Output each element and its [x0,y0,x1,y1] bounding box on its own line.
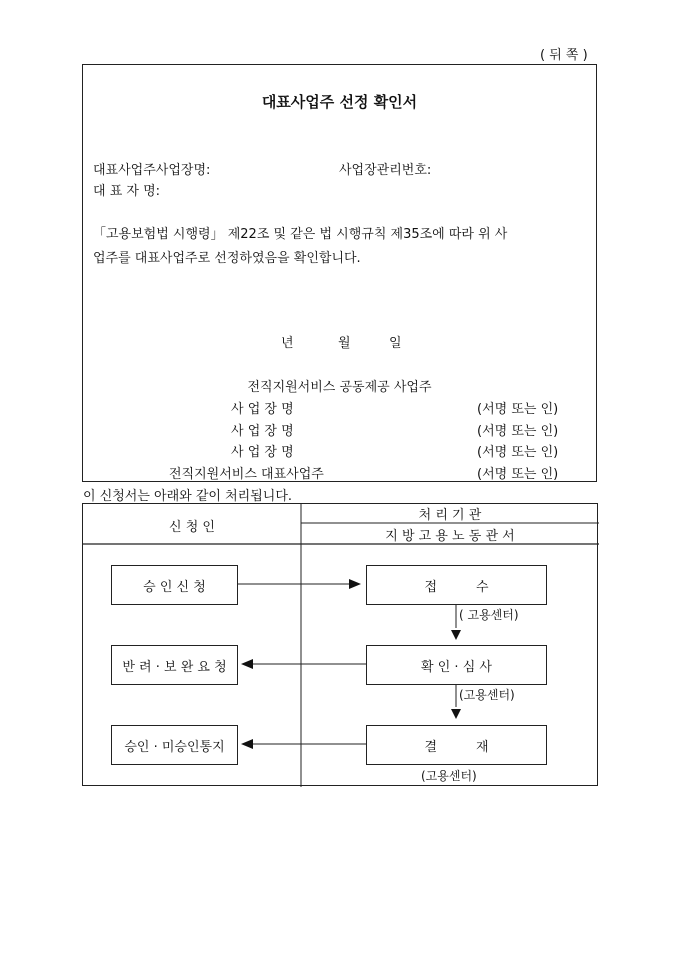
step-review: 확 인 · 심 사 [366,645,547,685]
signature-label: 사 업 장 명 [231,402,294,417]
body-text-line2: 업주를 대표사업주로 선정하였음을 확인합니다. [93,251,361,266]
arrow-apply-head [349,579,361,589]
rep-business-name-label: 대표사업주사업장명: [93,163,211,178]
date-month: 월 [338,336,351,351]
step-approval-notice: 승인 · 미승인통지 [111,725,238,765]
applicant-header: 신 청 인 [169,520,215,535]
process-flow-table [82,503,598,786]
signature-mark: (서명 또는 인) [477,445,559,460]
signature-label: 사 업 장 명 [231,424,294,439]
confirmation-form [82,64,597,482]
signature-mark: (서명 또는 인) [477,424,559,439]
date-day: 일 [389,336,402,351]
joint-provider-label: 전직지원서비스 공동제공 사업주 [247,380,432,395]
step-receipt: 접 수 [366,565,547,605]
step-note: ( 고용센터) [459,608,519,622]
down-arrowhead-2 [451,709,461,719]
signature-label: 사 업 장 명 [231,445,294,460]
arrow-notify-head [241,739,253,749]
signature-mark: (서명 또는 인) [477,467,559,482]
down-arrowhead-1 [451,630,461,640]
representative-label: 대 표 자 명: [93,184,161,199]
step-return-supplement: 반 려 · 보 완 요 청 [111,645,238,685]
agency-header: 처 리 기 관 [418,508,482,523]
body-text-line1: 「고용보험법 시행령」 제22조 및 같은 법 시행규칙 제35조에 따라 위 사 [93,227,508,242]
date-year: 년 [281,336,294,351]
page-side-label: ( 뒤 쪽 ) [540,48,588,63]
rep-employer-signature-label: 전직지원서비스 대표사업주 [169,467,324,482]
step-note: (고용센터) [421,769,477,783]
signature-mark: (서명 또는 인) [477,402,559,417]
arrow-return-head [241,659,253,669]
step-note: (고용센터) [459,688,515,702]
agency-name: 지 방 고 용 노 동 관 서 [385,529,515,544]
step-apply-approval: 승 인 신 청 [111,565,238,605]
process-intro: 이 신청서는 아래와 같이 처리됩니다. [83,489,293,504]
form-title: 대표사업주 선정 확인서 [261,93,418,111]
site-mgmt-no-label: 사업장관리번호: [339,163,432,178]
step-decision: 결 재 [366,725,547,765]
